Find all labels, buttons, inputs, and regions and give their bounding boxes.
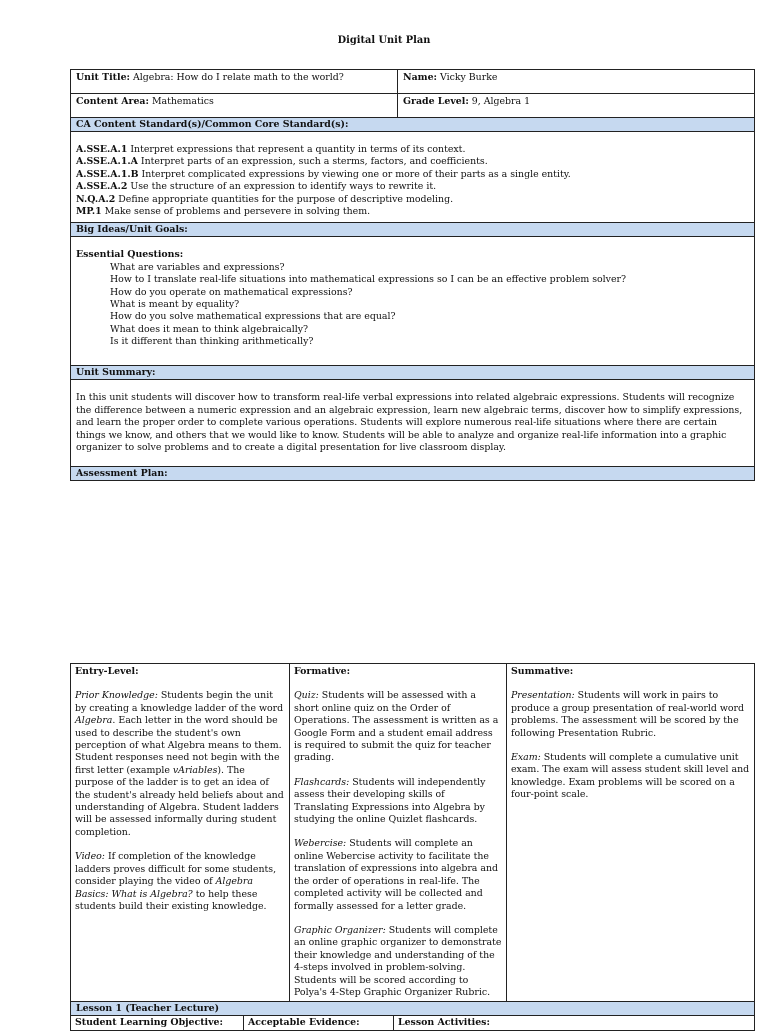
quiz-paragraph: Quiz: Students will be assessed with a short online quiz on the Order of Operations. The assessment is written as a Google Form and a student email address is required to submit the quiz for teacher grading. (294, 690, 499, 764)
acceptable-evidence-header: Acceptable Evidence: (244, 1016, 394, 1031)
standard-item: A.SSE.A.2 Use the structure of an expression to identify ways to rewrite it. (76, 181, 437, 193)
standard-item: A.SSE.A.1 Interpret expressions that represent a quantity in terms of its context. (76, 144, 466, 155)
standards-list (71, 132, 755, 223)
unit-title-cell: Unit Title: Algebra: How do I relate math to the world? (71, 70, 398, 94)
unit-plan-table (70, 69, 755, 481)
unit-summary-header: Unit Summary: (71, 366, 755, 380)
summative-column (507, 664, 755, 1006)
standard-item: N.Q.A.2 Define appropriate quantities for the purpose of descriptive modeling. (76, 193, 454, 205)
content-area-value: Mathematics (151, 96, 214, 107)
lesson-1-table (70, 1001, 755, 1031)
question-item: How do you solve mathematical expressions that are equal? (110, 311, 396, 323)
assessment-table (70, 663, 755, 1006)
formative-title: Formative: (294, 666, 351, 677)
big-ideas-header: Big Ideas/Unit Goals: (71, 223, 755, 237)
question-item: What does it mean to think algebraically? (110, 323, 309, 335)
name-cell: Name: Vicky Burke (398, 70, 755, 94)
lesson-1-header: Lesson 1 (Teacher Lecture) (71, 1002, 755, 1016)
webercise-paragraph: Webercise: Students will complete an online Webercise activity to facilitate the translation of expressions into algebra and the order of operations in real-life. The completed activity will be collected and formally assessed for a letter grade. (294, 838, 499, 912)
standard-item: MP.1 Make sense of problems and persevere in solving them. (76, 206, 371, 218)
prior-knowledge-paragraph: Prior Knowledge: Students begin the unit by creating a knowledge ladder of the word Algebra. Each letter in the word should be used to describe the student's own perception of what Algebra means to them. Student responses need not begin with the first letter (example vAriables). The purpose of the ladder is to get an idea of the student's already held beliefs about and understanding of Algebra. Student ladders will be assessed informally during student completion. (75, 690, 284, 838)
video-paragraph: Video: If completion of the knowledge ladders proves difficult for some students, consider playing the video of Algebra Basics: What is Algebra? to help these students build their existing knowledge. (75, 851, 277, 912)
video-link[interactable]: Algebra Basics: What is Algebra? (75, 876, 253, 900)
document-title: Digital Unit Plan (337, 35, 431, 46)
flashcards-paragraph: Flashcards: Students will independently assess their developing skills of Translating Expressions into Algebra by studying the online Quizlet flashcards. (294, 776, 486, 826)
essential-questions (71, 237, 755, 366)
assessment-plan-header: Assessment Plan: (71, 467, 755, 481)
unit-title-row (71, 70, 755, 94)
standard-item: A.SSE.A.1.A Interpret parts of an expression, such a sterms, factors, and coefficients. (76, 156, 488, 168)
standards-header: CA Content Standard(s)/Common Core Standard(s): (71, 118, 755, 132)
question-item: How to I translate real-life situations into mathematical expressions so I can be an effective problem solver? (110, 274, 627, 286)
name-value: Vicky Burke (439, 72, 498, 83)
content-area-cell: Content Area: Mathematics (71, 94, 398, 118)
question-item: What are variables and expressions? (110, 261, 285, 273)
summative-title: Summative: (511, 666, 574, 677)
unit-summary-text: In this unit students will discover how to transform real-life verbal expressions into related algebraic expressions. Students will recognize the difference between a numeric expression and an algebraic expression, learn new algebraic terms, discover how to simplify expressions, and learn the proper order to complete various operations. Students will explore numerous real-life situations where there are certain things we know, and others that we would like to know. Students will be able to analyze and organize real-life information into a graphic organizer to solve problems and to create a digital presentation for live classroom display. (71, 380, 755, 467)
entry-level-title: Entry-Level: (75, 666, 139, 677)
lesson-activities-header: Lesson Activities: (394, 1016, 755, 1031)
entry-level-column (71, 664, 290, 1006)
standard-item: A.SSE.A.1.B Interpret complicated expressions by viewing one or more of their parts as a single entity. (76, 168, 571, 180)
question-item: How do you operate on mathematical expressions? (110, 286, 353, 298)
question-item: What is meant by equality? (110, 299, 240, 311)
grade-level-cell: Grade Level: 9, Algebra 1 (398, 94, 755, 118)
presentation-paragraph: Presentation: Students will work in pairs to produce a group presentation of real-world word problems. The assessment will be scored by the following Presentation Rubric. (511, 690, 745, 739)
content-area-row (71, 94, 755, 118)
formative-column (290, 664, 507, 1006)
exam-paragraph: Exam: Students will complete a cumulative unit exam. The exam will assess student skill level and knowledge. Exam problems will be scored on a four-point scale. (511, 752, 750, 801)
graphic-organizer-paragraph: Graphic Organizer: Students will complete an online graphic organizer to demonstrate their knowledge and understanding of the 4-steps involved in problem-solving. Students will be scored according to Polya's 4-Step Graphic Organizer Rubric. (294, 924, 502, 998)
essential-questions-list (76, 262, 749, 349)
learning-objective-header: Student Learning Objective: (71, 1016, 244, 1031)
question-item: Is it different than thinking arithmetically? (110, 336, 314, 348)
essential-questions-label: Essential Questions: (76, 249, 184, 261)
unit-title-value: Algebra: How do I relate math to the world? (133, 72, 344, 83)
grade-level-value: 9, Algebra 1 (471, 96, 531, 107)
